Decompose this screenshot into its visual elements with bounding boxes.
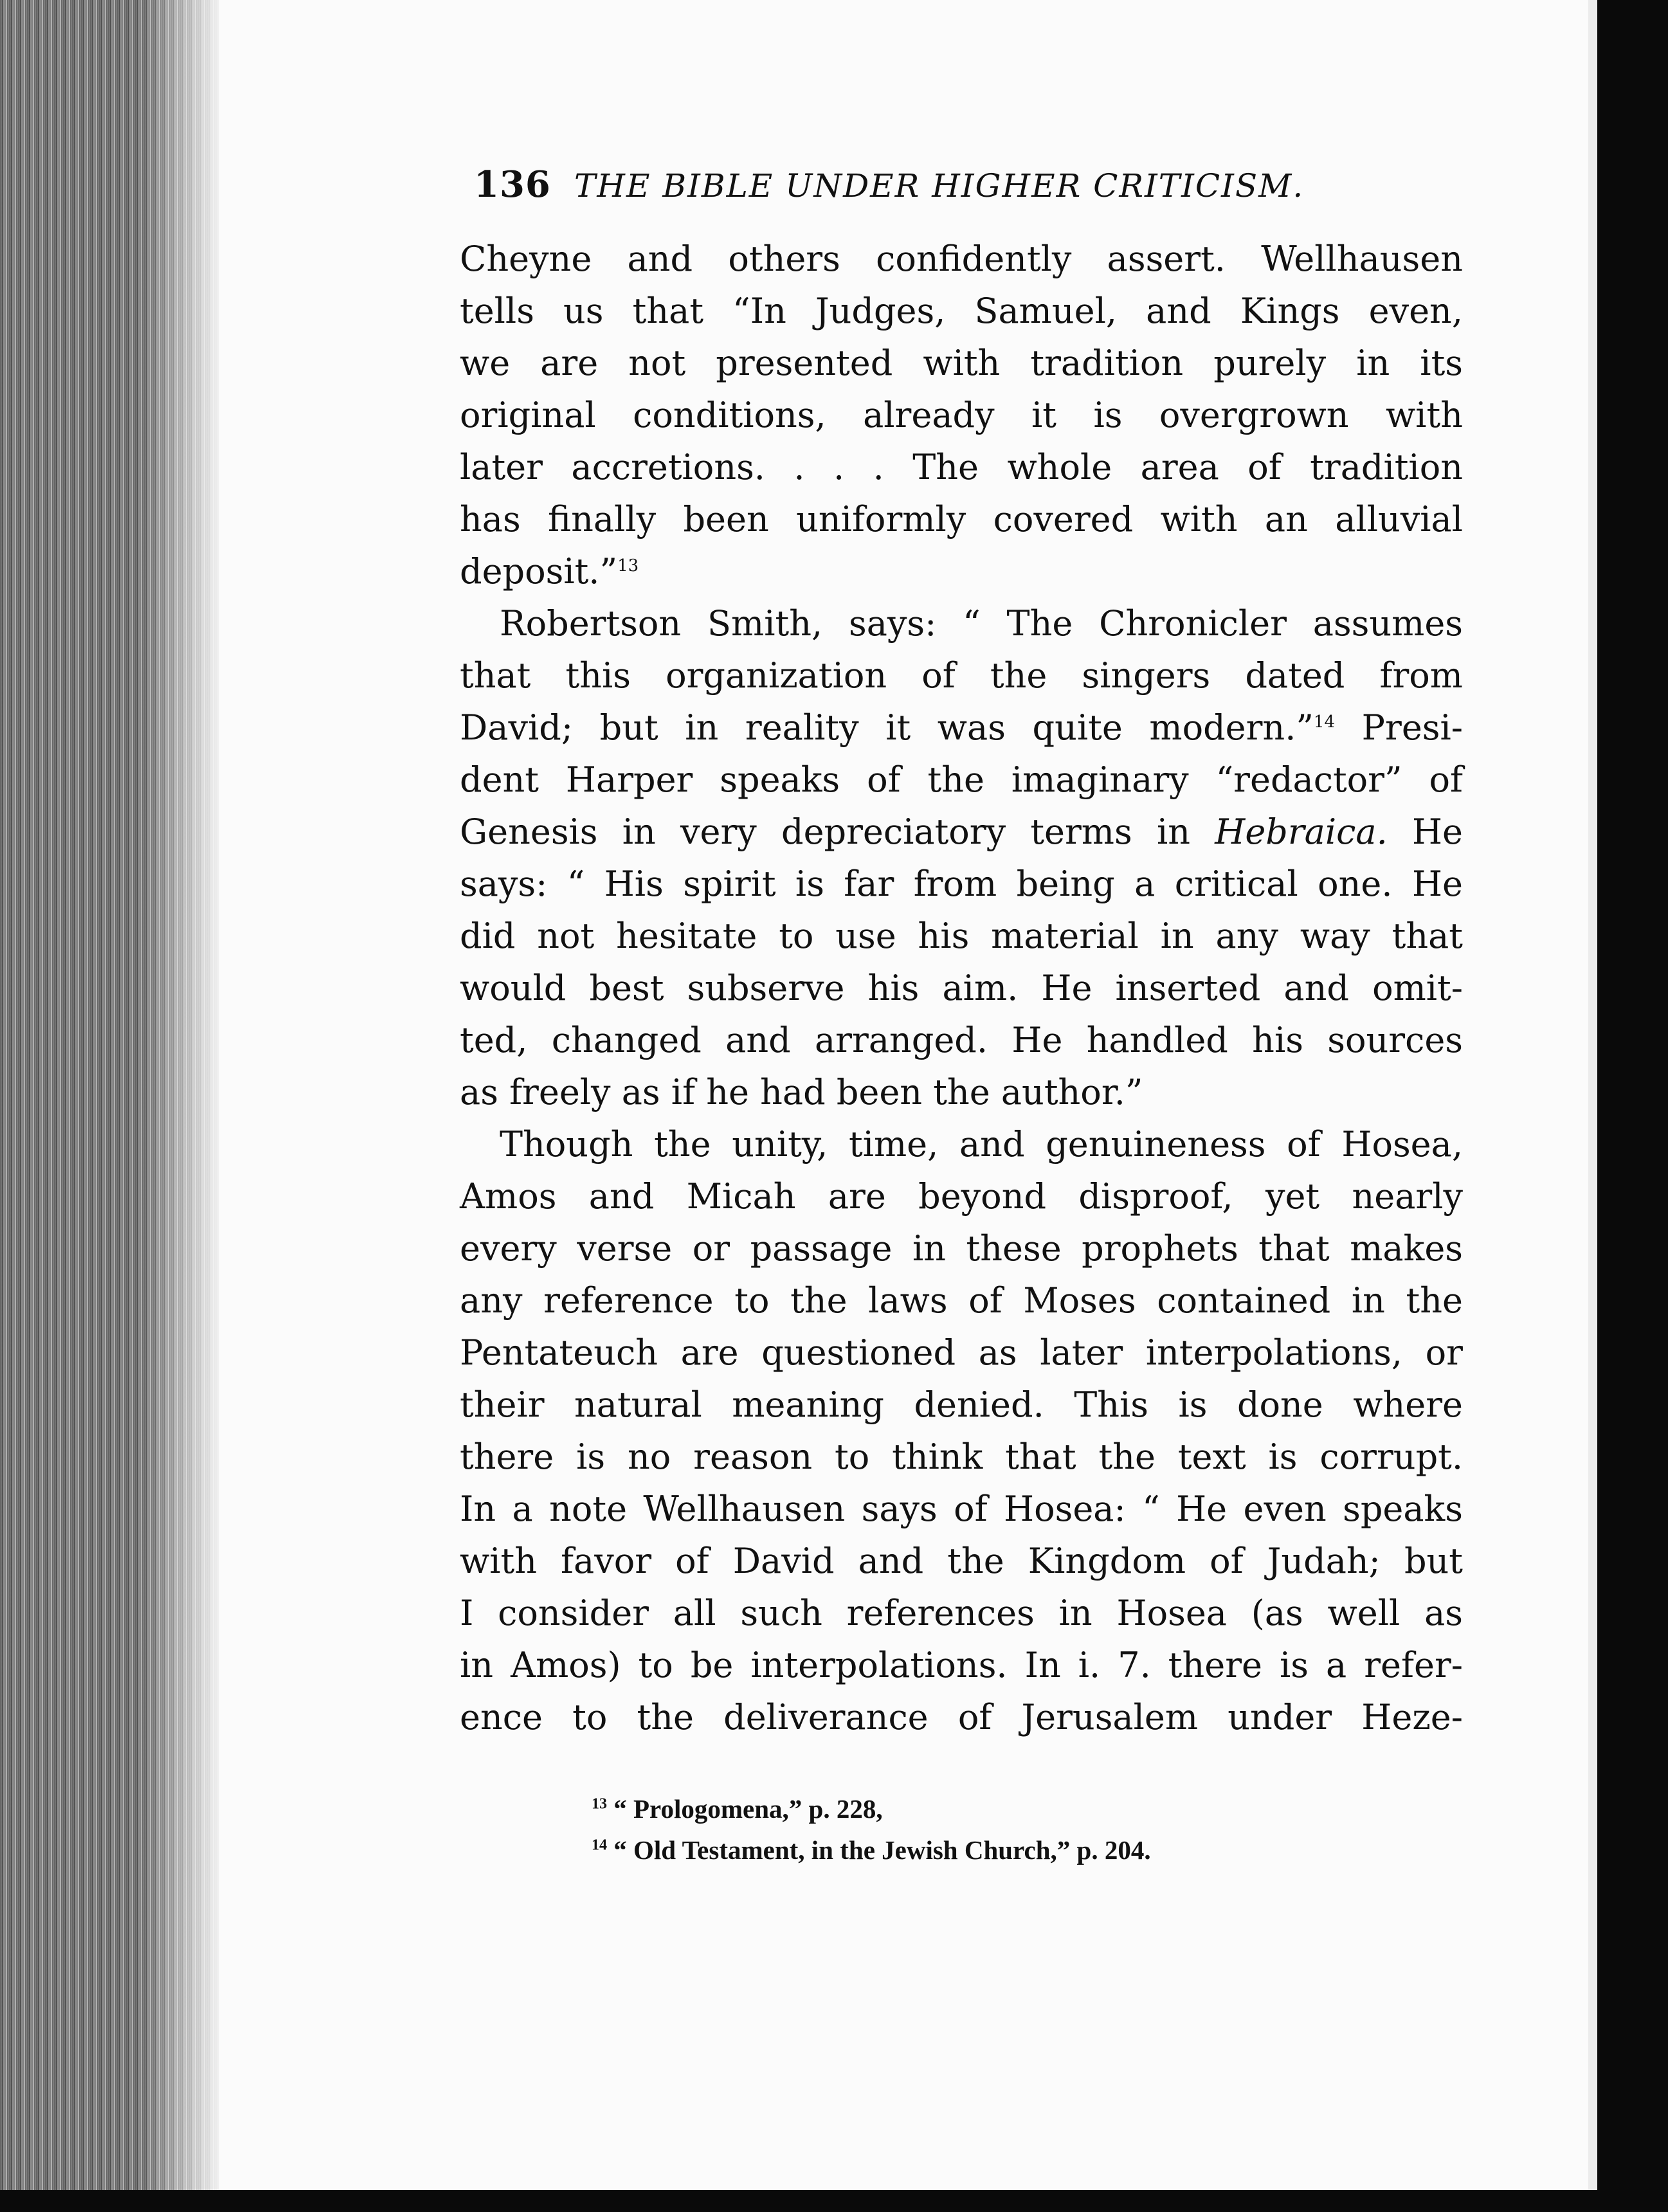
- text-line: [460, 545, 1463, 597]
- running-title: THE BIBLE UNDER HIGHER CRITICISM.: [574, 167, 1305, 204]
- text-line: tells us that “In Judges, Samuel, and Kings even,: [460, 291, 1463, 331]
- text-line: Robertson Smith, says: “ The Chronicler assumes: [500, 603, 1463, 644]
- footnote-ref-13: 13: [617, 556, 639, 576]
- footnote-number: 14: [592, 1836, 607, 1854]
- text-line: [460, 702, 1463, 754]
- footnote-14: [592, 1829, 1463, 1871]
- text-line: did not hesitate to use his material in any way that: [460, 916, 1463, 956]
- footnote-text: “ Old Testament, in the Jewish Church,” p. 204.: [613, 1835, 1151, 1865]
- text-line: any reference to the laws of Moses contained in the: [460, 1280, 1463, 1321]
- text-line: original conditions, already it is overgrown with: [460, 395, 1463, 435]
- paragraph-2: [460, 597, 1463, 1118]
- footnote-13: [592, 1788, 1463, 1829]
- text-line: Pentateuch are questioned as later interpolations, or: [460, 1332, 1463, 1373]
- text-line: there is no reason to think that the text is corrupt.: [460, 1437, 1463, 1477]
- text-segment: Genesis in very depreciatory terms in: [460, 811, 1215, 852]
- text-line: In a note Wellhausen says of Hosea: “ He even speaks: [460, 1489, 1463, 1529]
- text-line: I consider all such references in Hosea (as well as: [460, 1593, 1463, 1633]
- text-line: we are not presented with tradition purely in its: [460, 343, 1463, 383]
- text-line: Amos and Micah are beyond disproof, yet nearly: [460, 1176, 1463, 1217]
- right-dark-edge: [1597, 0, 1668, 2212]
- text-line: in Amos) to be interpolations. In i. 7. there is a refer-: [460, 1645, 1463, 1685]
- text-line: later accretions. . . . The whole area of tradition: [460, 447, 1463, 487]
- page-text-block: [460, 161, 1463, 1871]
- text-line: as freely as if he had been the author.”: [460, 1072, 1143, 1112]
- text-line: their natural meaning denied. This is done where: [460, 1384, 1463, 1425]
- footnote-text: “ Prologomena,” p. 228,: [613, 1794, 883, 1824]
- text-line: ence to the deliverance of Jerusalem under Heze-: [460, 1697, 1463, 1737]
- text-line: every verse or passage in these prophets that makes: [460, 1228, 1463, 1269]
- text-line: has finally been uniformly covered with an alluvial: [460, 499, 1463, 539]
- text-line: dent Harper speaks of the imaginary “redactor” of: [460, 759, 1463, 800]
- footnote-ref-14: 14: [1313, 712, 1336, 732]
- bottom-dark-edge: [0, 2190, 1668, 2212]
- footnotes: [592, 1788, 1463, 1871]
- page-edge-shadow: [141, 0, 225, 2212]
- page-number: 136: [474, 163, 551, 206]
- text-line: says: “ His spirit is far from being a critical one. He: [460, 864, 1463, 904]
- text-line: would best subserve his aim. He inserted and omit-: [460, 968, 1463, 1008]
- italic-title: Hebraica.: [1215, 811, 1388, 852]
- text-line: [460, 806, 1463, 858]
- text-segment: Presi-: [1335, 707, 1464, 748]
- text-segment: deposit.”: [460, 551, 618, 592]
- text-line: that this organization of the singers dated from: [460, 655, 1463, 696]
- paragraph-3: [460, 1118, 1463, 1743]
- text-segment: He: [1387, 811, 1464, 852]
- text-line: Though the unity, time, and genuineness of Hosea,: [500, 1124, 1463, 1165]
- footnote-number: 13: [592, 1795, 607, 1813]
- text-line: Cheyne and others confidently assert. Wellhausen: [460, 239, 1463, 279]
- right-margin-line: [1588, 0, 1597, 2212]
- text-line: with favor of David and the Kingdom of Judah; but: [460, 1541, 1463, 1581]
- running-header: [460, 161, 1463, 219]
- text-segment: David; but in reality it was quite modern.”: [460, 707, 1314, 748]
- paragraph-1: [460, 233, 1463, 597]
- text-line: ted, changed and arranged. He handled his sources: [460, 1020, 1463, 1060]
